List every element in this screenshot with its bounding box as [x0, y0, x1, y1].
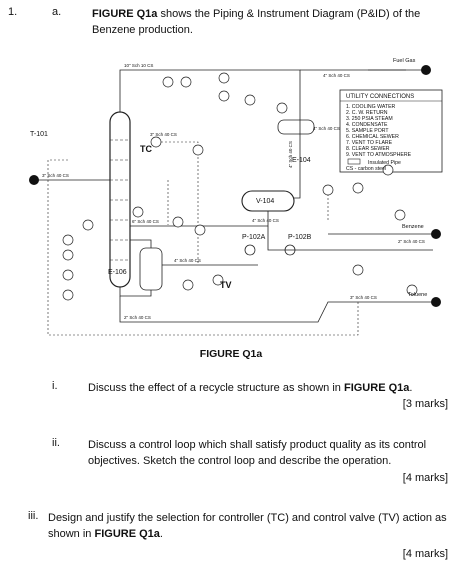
reboiler-e106 — [140, 248, 162, 290]
label-pump-a: P-102A — [242, 234, 266, 241]
label-pipe-drum: 4" Sch 40 CS — [252, 218, 279, 223]
question-intro — [92, 6, 447, 38]
label-tc: TC — [140, 144, 152, 154]
benzene-terminal — [431, 229, 441, 239]
subq-3-number: iii. — [28, 510, 39, 522]
subq-1-text: Discuss the effect of a recycle structure as shown in FIGURE Q1a. — [88, 382, 413, 394]
label-pipe-vert: 4" Sch 40 CS — [288, 141, 293, 168]
subq-3-marks: [4 marks] — [402, 548, 448, 560]
intro-figure-ref: FIGURE Q1a — [92, 8, 158, 20]
subq-1-number: i. — [52, 380, 58, 392]
label-pipe-cond2: 4" Sch 40 CS — [313, 126, 340, 131]
utility-item: 7. VENT TO FLARE — [346, 140, 393, 146]
utility-item: 3. 250 PSIA STEAM — [346, 116, 393, 122]
utility-item: 2. C. W. RETURN — [346, 110, 388, 116]
utility-title: UTILITY CONNECTIONS — [346, 94, 415, 100]
subq-2-marks: [4 marks] — [402, 472, 448, 484]
legend-cs: CS - carbon steel — [346, 166, 387, 172]
label-pipe-bot: 2" Sch 40 CS — [124, 315, 151, 320]
label-pump-b: P-102B — [288, 234, 312, 241]
subq-2-text: Discuss a control loop which shall satisfy product quality as its control objectives. Sketch the control loop and describe the operation. — [88, 439, 427, 467]
label-pipe-reb: 4" Sch 40 CS — [174, 258, 201, 263]
label-drum: V-104 — [256, 198, 275, 205]
utility-item: 5. SAMPLE PORT — [346, 128, 389, 134]
fuel-gas-terminal — [421, 65, 431, 75]
subq-2-number: ii. — [52, 437, 60, 449]
utility-item: 6. CHEMICAL SEWER — [346, 134, 399, 140]
pump-p102a — [245, 245, 255, 255]
figure-caption: FIGURE Q1a — [199, 348, 263, 360]
label-tv: TV — [220, 280, 232, 290]
label-fuel-gas: Fuel Gas — [393, 58, 416, 64]
condenser-e104 — [278, 120, 314, 134]
utility-item: 4. CONDENSATE — [346, 122, 388, 128]
label-column: T-101 — [30, 131, 48, 138]
label-pipe-tol: 3" Sch 40 CS — [350, 295, 377, 300]
utility-item: 9. VENT TO ATMOSPHERE — [346, 152, 412, 158]
label-pipe-top: 10" Sch 10 CS — [124, 63, 154, 68]
feed-terminal — [29, 175, 39, 185]
label-pipe-cond: 3" Sch 40 CS — [150, 132, 177, 137]
question-number: 1. — [8, 6, 18, 18]
subq-3-text: Design and justify the selection for controller (TC) and control valve (TV) action as shown in FIGURE Q1a. — [48, 512, 447, 540]
label-pipe-benz: 2" Sch 40 CS — [398, 239, 425, 244]
subq-1-marks: [3 marks] — [402, 398, 448, 410]
question-part: a. — [52, 6, 62, 18]
label-pipe-left: 3" Sch 40 CS — [42, 173, 69, 178]
label-reboiler: E-106 — [108, 269, 127, 276]
legend-insulated: Insulated Pipe — [368, 160, 401, 166]
utility-item: 8. CLEAR SEWER — [346, 146, 390, 152]
column-t101 — [110, 112, 130, 287]
label-pipe-fg: 4" Sch 40 CS — [323, 73, 350, 78]
label-toluene: Toluene — [408, 292, 428, 298]
label-condenser: E-104 — [292, 157, 311, 164]
pid-diagram — [28, 50, 448, 342]
utility-item: 1. COOLING WATER — [346, 104, 396, 110]
label-benzene: Benzene — [402, 224, 424, 230]
intro-text: shows the Piping & Instrument Diagram (P&ID) of the Benzene production. — [92, 8, 421, 36]
label-pipe-reflux: 6" Sch 40 CS — [132, 219, 159, 224]
toluene-terminal — [431, 297, 441, 307]
